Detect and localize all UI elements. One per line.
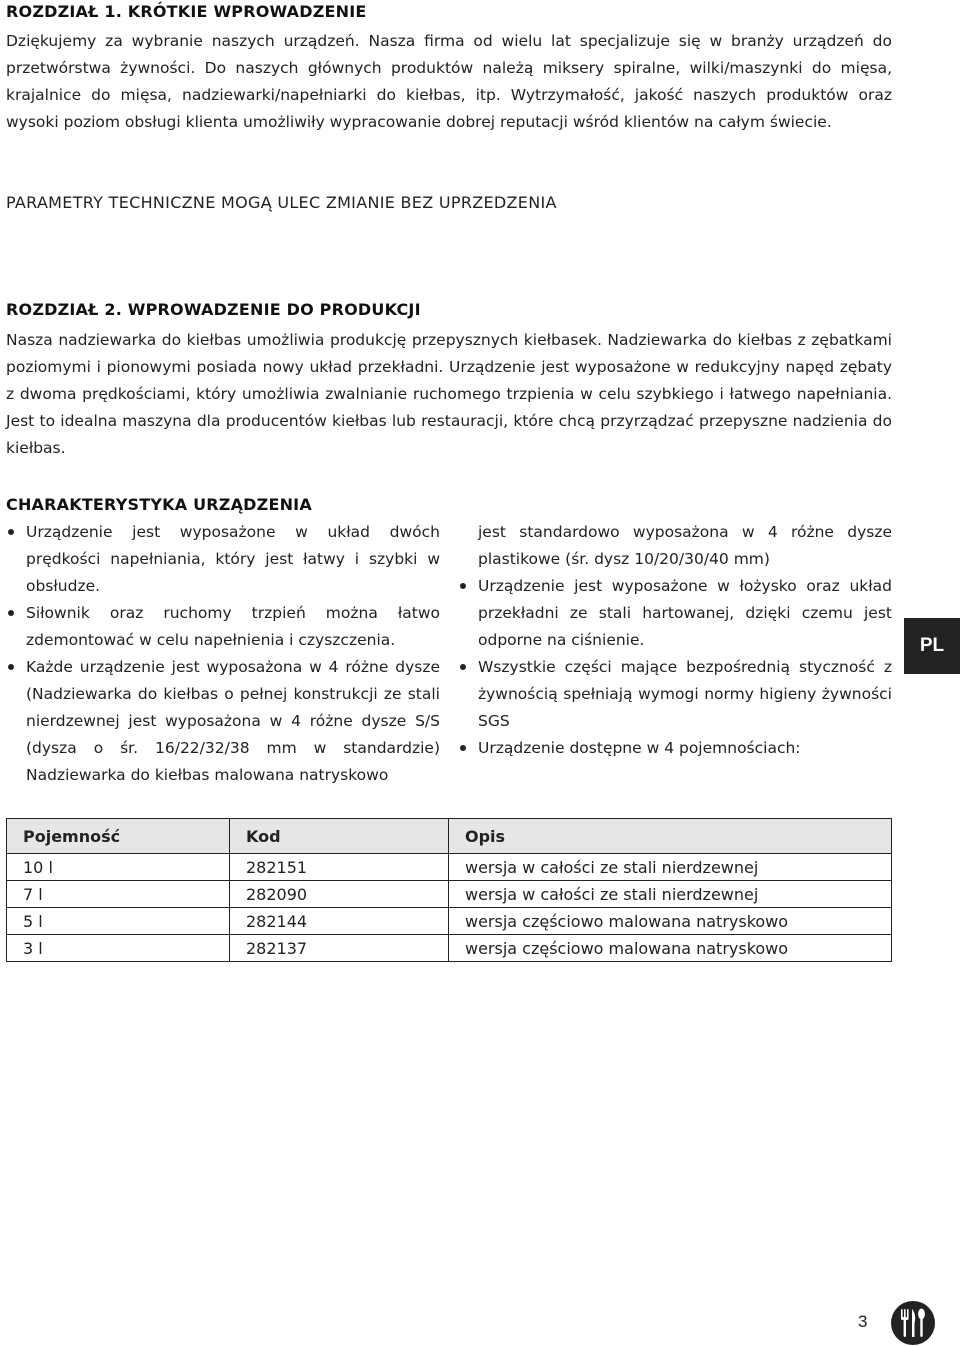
cell-description: wersja w całości ze stali nierdzewnej: [449, 881, 892, 908]
feature-item: Urządzenie jest wyposażone w łożysko oraz układ przekładni ze stali hartowanej, dzięki czemu jest odporne na ciśnienie.: [458, 573, 892, 654]
cell-description: wersja w całości ze stali nierdzewnej: [449, 854, 892, 881]
cell-capacity: 3 l: [7, 935, 230, 962]
feature-item: Wszystkie części mające bezpośrednią styczność z żywnością spełniają wymogi normy higieny żywności SGS: [458, 654, 892, 735]
cell-description: wersja częściowo malowana natryskowo: [449, 908, 892, 935]
feature-item-continuation: jest standardowo wyposażona w 4 różne dysze plastikowe (śr. dysz 10/20/30/40 mm): [478, 523, 892, 568]
table-row: [7, 935, 892, 962]
section-1-heading: ROZDZIAŁ 1. KRÓTKIE WPROWADZENIE: [6, 2, 367, 21]
cell-code: 282144: [230, 908, 449, 935]
cell-capacity: 5 l: [7, 908, 230, 935]
table-row: [7, 881, 892, 908]
cell-capacity: 10 l: [7, 854, 230, 881]
cell-code: 282090: [230, 881, 449, 908]
cell-code: 282151: [230, 854, 449, 881]
header-code: Kod: [230, 819, 449, 854]
table-row: [7, 854, 892, 881]
cutlery-icon: [890, 1300, 936, 1346]
page-number: 3: [858, 1312, 868, 1331]
feature-item: Siłownik oraz ruchomy trzpień można łatwo zdemontować w celu napełnienia i czyszczenia.: [6, 600, 440, 654]
features-list-left: [6, 519, 440, 789]
feature-item: Urządzenie dostępne w 4 pojemnościach:: [458, 735, 892, 762]
cell-capacity: 7 l: [7, 881, 230, 908]
header-capacity: Pojemność: [7, 819, 230, 854]
capacity-table: [6, 818, 892, 962]
features-list-right: [458, 519, 892, 762]
section-2-heading: ROZDZIAŁ 2. WPROWADZENIE DO PRODUKCJI: [6, 300, 421, 319]
language-tab: PL: [904, 618, 960, 674]
cell-code: 282137: [230, 935, 449, 962]
table-row: [7, 908, 892, 935]
header-description: Opis: [449, 819, 892, 854]
feature-item: Każde urządzenie jest wyposażona w 4 różne dysze (Nadziewarka do kiełbas o pełnej konstrukcji ze stali nierdzewnej jest wyposażona w 4 różne dysze S/S (dysza o śr. 16/22/32/38 mm w standardzie) Nadziewarka do kiełbas malowana natryskowo: [6, 654, 440, 789]
specification-notice: PARAMETRY TECHNICZNE MOGĄ ULEC ZMIANIE BEZ UPRZEDZENIA: [6, 193, 557, 212]
feature-item: Urządzenie jest wyposażone w układ dwóch prędkości napełniania, który jest łatwy i szybki w obsłudze.: [6, 519, 440, 600]
section-1-body: Dziękujemy za wybranie naszych urządzeń. Nasza firma od wielu lat specjalizuje się w branży urządzeń do przetwórstwa żywności. Do naszych głównych produktów należą miksery spiralne, wilki/maszynki do mięsa, krajalnice do mięsa, nadziewarki/napełniarki do kiełbas, itp. Wytrzymałość, jakość naszych produktów oraz wysoki poziom obsługi klienta umożliwiły wypracowanie dobrej reputacji wśród klientów na całym świecie.: [6, 32, 892, 131]
table-header-row: [7, 819, 892, 854]
section-2-body: Nasza nadziewarka do kiełbas umożliwia produkcję przepysznych kiełbasek. Nadziewarka do kiełbas z zębatkami poziomymi i pionowymi posiada nowy układ przekładni. Urządzenie jest wyposażone w redukcyjny napęd zębaty z dwoma prędkościami, który umożliwia zwalnianie ruchomego trzpienia w celu szybkiego i łatwego napełniania. Jest to idealna maszyna dla producentów kiełbas lub restauracji, które chcą przyrządzać przepyszne nadzienia do kiełbas.: [6, 331, 892, 457]
features-heading: CHARAKTERYSTYKA URZĄDZENIA: [6, 495, 312, 514]
cell-description: wersja częściowo malowana natryskowo: [449, 935, 892, 962]
